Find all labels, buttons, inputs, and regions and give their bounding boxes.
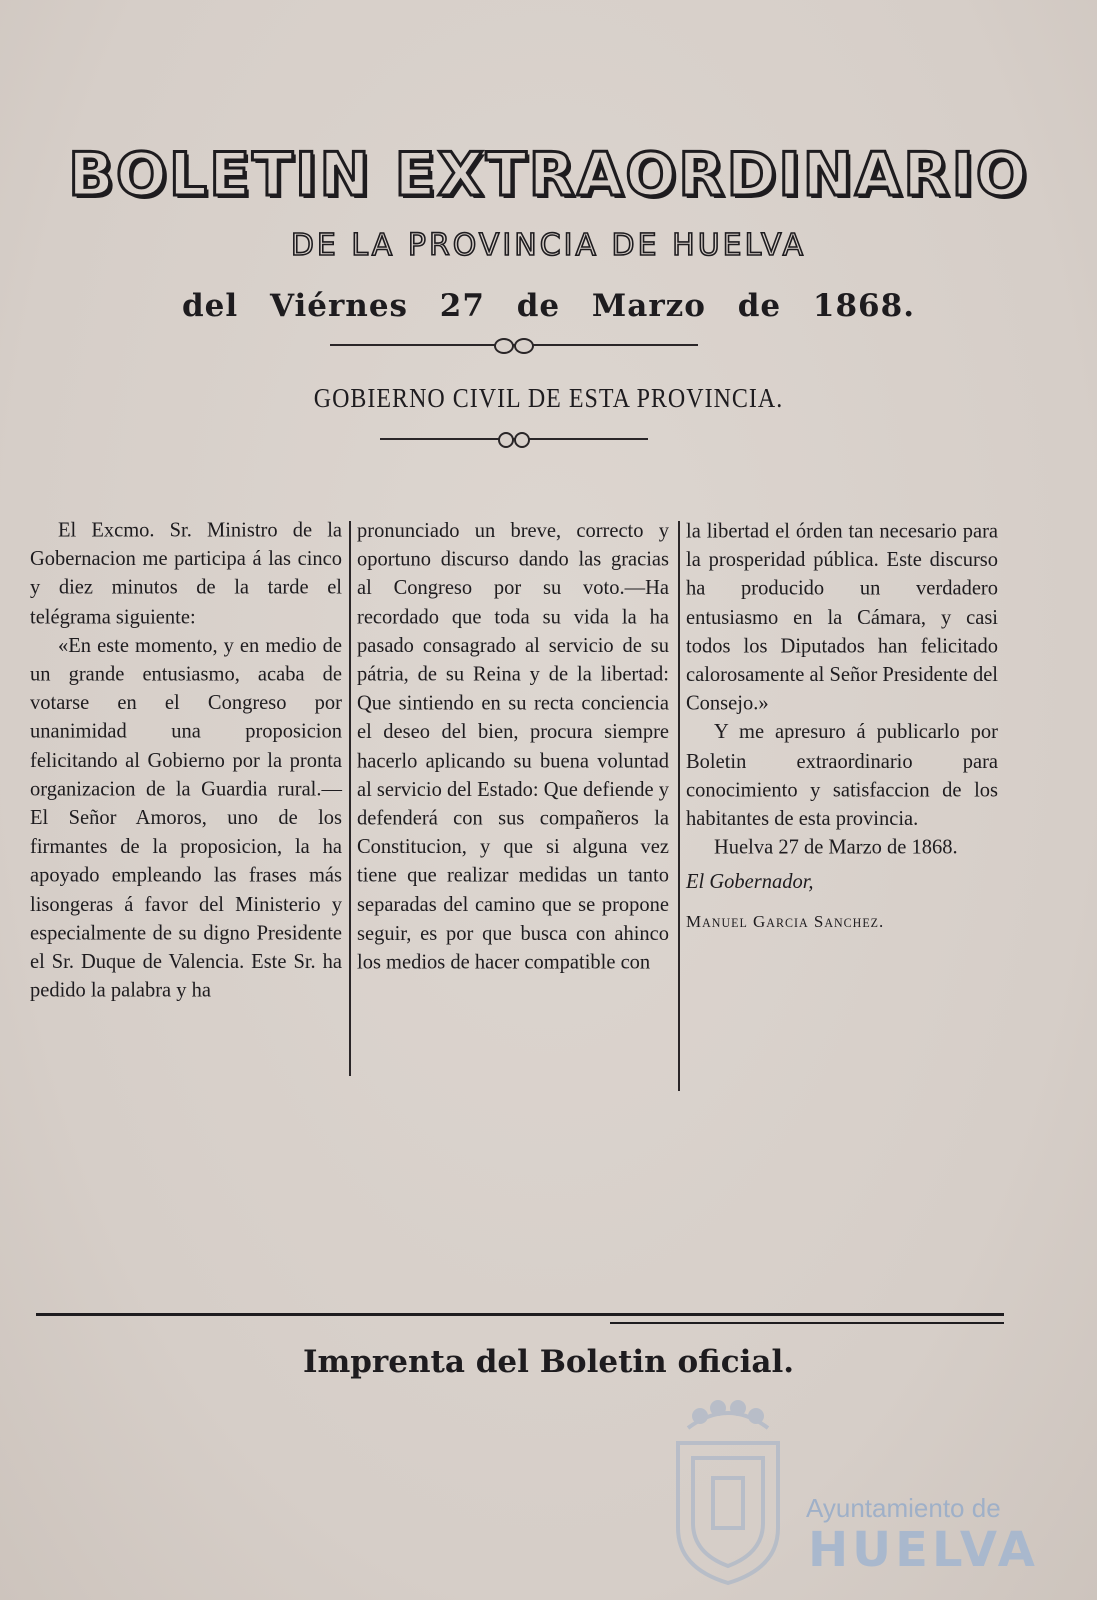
paragraph: Huelva 27 de Marzo de 1868. bbox=[714, 836, 958, 859]
ornamental-rule bbox=[330, 338, 698, 352]
column-divider bbox=[349, 521, 351, 1076]
paragraph: la libertad el órden tan necesario para la prosperidad pública. Este discurso ha producido un verdadero entusiasmo en la Cámara, y casi todos los Diputados han felicitado calorosamente al Señor Presidente del Consejo.» bbox=[686, 519, 998, 715]
signature-title: El Gobernador, bbox=[686, 871, 814, 894]
paragraph: El Excmo. Sr. Ministro de la Gobernacion me participa á las cinco y diez minutos de la tarde el telégrama siguiente: bbox=[30, 519, 342, 629]
stamp-line-2: HUELVA bbox=[808, 1522, 1039, 1578]
paragraph: «En este momento, y en medio de un grande entusiasmo, acaba de votarse en el Congreso por unanimidad una proposicion felicitando al Gobierno por la pronta organizacion de la Guardia rural.— El Señor Amoros, uno de los firmantes de la proposicion, la ha apoyado empleando las frases más lisongeras á favor del Ministerio y especialmente de su digno Presidente el Sr. Duque de Valencia. Este Sr. ha pedido la palabra y ha bbox=[30, 634, 342, 1002]
section-title: GOBIERNO CIVIL DE ESTA PROVINCIA. bbox=[313, 383, 784, 414]
masthead-title: BOLETIN EXTRAORDINARIO bbox=[68, 140, 1029, 210]
date-line: del Viérnes 27 de Marzo de 1868. bbox=[181, 288, 915, 324]
imprint-line: Imprenta del Boletin oficial. bbox=[302, 1344, 795, 1380]
column-1 bbox=[30, 516, 342, 1005]
column-3 bbox=[686, 517, 998, 936]
footer-rule-thin bbox=[610, 1322, 1004, 1324]
signature-name: Manuel Garcia Sanchez. bbox=[686, 911, 885, 931]
paragraph: Y me apresuro á publicarlo por Boletin extraordinario para conocimiento y satisfaccion de los habitantes de esta provincia. bbox=[686, 721, 998, 831]
column-2 bbox=[357, 516, 669, 976]
ornamental-rule bbox=[380, 432, 648, 446]
body-columns bbox=[30, 521, 1020, 1091]
paragraph: pronunciado un breve, correcto y oportuno discurso dando las gracias al Congreso por su voto.—Ha recordado que toda su vida la ha pasado consagrado al servicio de su pátria, de su Reina y de la libertad: Que sintiendo en su recta conciencia el deseo del bien, procura siempre hacerlo aplicando su buena voluntad al servicio del Estado: Que defiende y defenderá con sus compañeros la Constitucion, y que si alguna vez tiene que realizar medidas un tanto separadas del camino que se propone seguir, es por que busca con ahinco los medios de hacer compatible con bbox=[357, 519, 669, 974]
stamp-line-1: Ayuntamiento de bbox=[806, 1493, 1001, 1523]
column-divider bbox=[678, 521, 680, 1091]
footer-rule bbox=[36, 1313, 1004, 1316]
masthead-subtitle: DE LA PROVINCIA DE HUELVA bbox=[290, 228, 807, 263]
